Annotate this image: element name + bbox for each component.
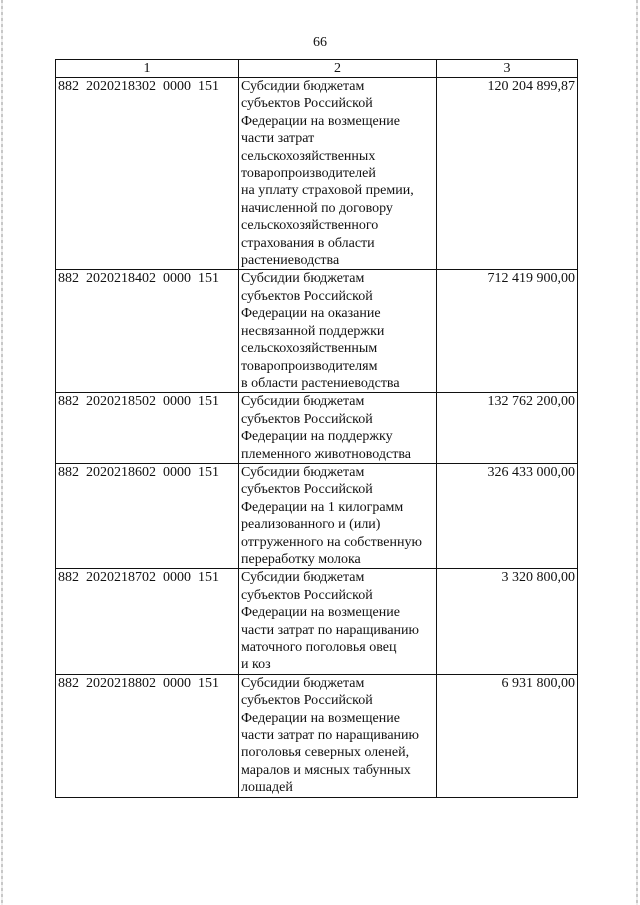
table-row: [56, 569, 578, 674]
column-header-1: 1: [56, 60, 239, 78]
subsidy-description: Субсидии бюджетам субъектов Российской Федерации на возмещение части затрат по наращиванию поголовья северных оленей, маралов и мясных табунных лошадей: [239, 674, 437, 797]
amount: 6 931 800,00: [437, 674, 578, 797]
amount: 712 419 900,00: [437, 270, 578, 393]
budget-code: 882 2020218602 0000 151: [56, 463, 239, 568]
amount: 120 204 899,87: [437, 78, 578, 270]
subsidy-description: Субсидии бюджетам субъектов Российской Федерации на оказание несвязанной поддержки сельскохозяйственным товаропроизводителям в области растениеводства: [239, 270, 437, 393]
budget-code: 882 2020218302 0000 151: [56, 78, 239, 270]
amount: 326 433 000,00: [437, 463, 578, 568]
column-header-3: 3: [437, 60, 578, 78]
table-row: [56, 463, 578, 568]
subsidy-description: Субсидии бюджетам субъектов Российской Федерации на возмещение части затрат сельскохозяйственных товаропроизводителей на уплату страховой премии, начисленной по договору сельскохозяйственного страхования в области растениеводства: [239, 78, 437, 270]
budget-code: 882 2020218702 0000 151: [56, 569, 239, 674]
table-header-row: [56, 60, 578, 78]
column-header-2: 2: [239, 60, 437, 78]
scan-edge-right: [636, 0, 638, 905]
amount: 132 762 200,00: [437, 393, 578, 464]
subsidy-description: Субсидии бюджетам субъектов Российской Федерации на поддержку племенного животноводства: [239, 393, 437, 464]
page-number: 66: [313, 35, 327, 50]
budget-code: 882 2020218802 0000 151: [56, 674, 239, 797]
subsidy-description: Субсидии бюджетам субъектов Российской Федерации на 1 килограмм реализованного и (или) отгруженного на собственную переработку молока: [239, 463, 437, 568]
table-row: [56, 393, 578, 464]
table-row: [56, 78, 578, 270]
budget-code: 882 2020218402 0000 151: [56, 270, 239, 393]
amount: 3 320 800,00: [437, 569, 578, 674]
table-row: [56, 270, 578, 393]
budget-code: 882 2020218502 0000 151: [56, 393, 239, 464]
table-row: [56, 674, 578, 797]
budget-table: [55, 59, 578, 798]
subsidy-description: Субсидии бюджетам субъектов Российской Федерации на возмещение части затрат по наращиванию маточного поголовья овец и коз: [239, 569, 437, 674]
scan-edge-left: [1, 0, 3, 905]
